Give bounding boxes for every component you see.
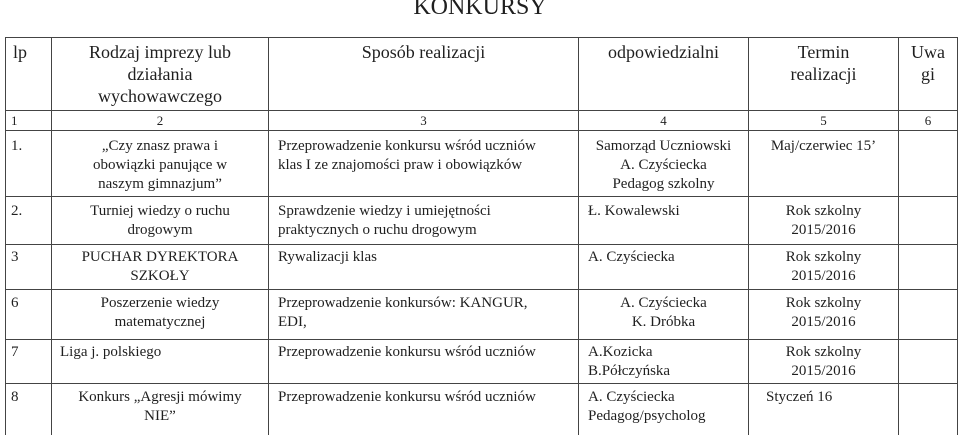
table-row-divider — [5, 130, 958, 131]
row-termin: Rok szkolny 2015/2016 — [785, 249, 862, 284]
row-lp: 2. — [11, 203, 23, 219]
row-sposob: Rywalizacji klas — [278, 249, 377, 265]
header-termin: Termin realizacji — [790, 42, 857, 84]
row-rodzaj: Liga j. polskiego — [60, 344, 162, 360]
table-column-divider — [898, 37, 899, 435]
header-uwagi: Uwa gi — [911, 42, 945, 84]
column-number: 4 — [660, 113, 667, 128]
table-row-divider — [5, 196, 958, 197]
row-rodzaj: Konkurs „Agresji mówimy NIE” — [78, 389, 242, 424]
row-lp: 8 — [11, 389, 19, 405]
row-lp: 3 — [11, 249, 19, 265]
table-border-left — [5, 37, 6, 435]
row-odpowiedzialni: A.Kozicka B.Półczyńska — [588, 344, 671, 379]
row-sposob: Przeprowadzenie konkursu wśród uczniów klas I ze znajomości praw i obowiązków — [278, 138, 536, 173]
column-number: 3 — [420, 113, 427, 128]
header-rodzaj: Rodzaj imprezy lub działania wychowawczego — [89, 42, 231, 106]
row-termin: Rok szkolny 2015/2016 — [785, 344, 862, 379]
row-termin: Styczeń 16 — [766, 389, 833, 405]
row-rodzaj: PUCHAR DYREKTORA SZKOŁY — [81, 249, 239, 284]
column-number: 2 — [156, 113, 164, 128]
row-sposob: Sprawdzenie wiedzy i umiejętności praktycznych o ruchu drogowym — [278, 203, 491, 238]
header-odpowiedzialni: odpowiedzialni — [608, 42, 719, 62]
row-rodzaj: Turniej wiedzy o ruchu drogowym — [90, 203, 230, 238]
column-number: 6 — [924, 113, 932, 128]
table-border-right — [957, 37, 958, 435]
table-row-divider — [5, 289, 958, 290]
row-termin: Rok szkolny 2015/2016 — [785, 295, 862, 330]
header-lp: lp — [13, 42, 28, 62]
row-sposob: Przeprowadzenie konkursów: KANGUR, EDI, — [278, 295, 528, 330]
row-odpowiedzialni: A. Czyściecka Pedagog/psycholog — [588, 389, 706, 424]
row-lp: 6 — [11, 295, 19, 311]
row-rodzaj: Poszerzenie wiedzy matematycznej — [100, 295, 220, 330]
row-sposob: Przeprowadzenie konkursu wśród uczniów — [278, 344, 536, 360]
row-odpowiedzialni: Samorząd Uczniowski A. Czyściecka Pedagog szkolny — [595, 138, 732, 192]
row-odpowiedzialni: A. Czyściecka — [588, 249, 675, 265]
table-row-divider — [5, 110, 958, 111]
row-sposob: Przeprowadzenie konkursu wśród uczniów — [278, 389, 536, 405]
column-number: 1 — [11, 113, 18, 128]
header-sposob: Sposób realizacji — [361, 42, 486, 62]
table-row-divider — [5, 244, 958, 245]
table-column-divider — [578, 37, 579, 435]
row-lp: 1. — [11, 138, 23, 154]
page-title: KONKURSY — [413, 0, 547, 20]
row-odpowiedzialni: Ł. Kowalewski — [588, 203, 680, 219]
row-rodzaj: „Czy znasz prawa i obowiązki panujące w naszym gimnazjum” — [92, 138, 228, 192]
row-termin: Rok szkolny 2015/2016 — [785, 203, 862, 238]
table-row-divider — [5, 339, 958, 340]
column-number: 5 — [820, 113, 827, 128]
table-column-divider — [268, 37, 269, 435]
row-odpowiedzialni: A. Czyściecka K. Dróbka — [620, 295, 707, 330]
table-row-divider — [5, 383, 958, 384]
row-termin: Maj/czerwiec 15’ — [770, 138, 877, 154]
row-lp: 7 — [11, 344, 19, 360]
table-border-top — [5, 37, 958, 38]
